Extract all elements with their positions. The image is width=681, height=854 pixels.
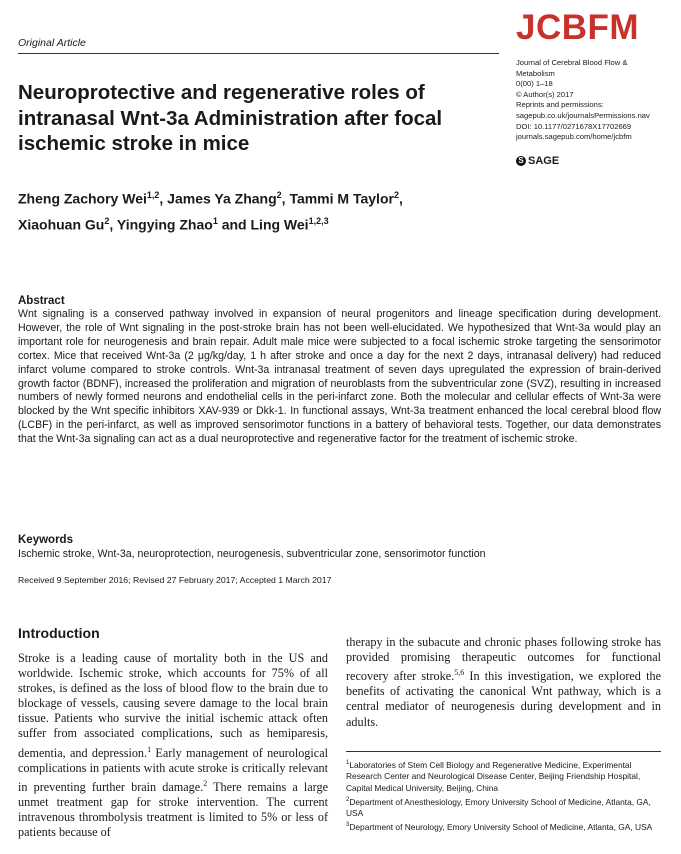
author-affiliation: 2 xyxy=(276,190,282,200)
author-name[interactable]: Ling Wei xyxy=(250,216,309,233)
affiliation-item xyxy=(346,795,661,820)
author-affiliation: 2 xyxy=(393,190,399,200)
keywords-heading: Keywords xyxy=(18,534,73,546)
article-title: Neuroprotective and regenerative roles of intranasal Wnt-3a Administration after focal ischemic stroke in mice xyxy=(18,81,443,155)
author-name[interactable]: Tammi M Taylor xyxy=(289,190,394,207)
author-affiliation: 2 xyxy=(104,215,110,226)
keywords-body: Ischemic stroke, Wnt-3a, neuroprotection, neurogenesis, subventricular zone, sensorimotor function xyxy=(18,548,486,560)
author-name[interactable]: Yingying Zhao xyxy=(116,216,213,233)
article-type: Original Article xyxy=(18,37,86,49)
introduction-heading: Introduction xyxy=(18,625,100,641)
intro-text: In this investigation, we explored the benefits of activating the canonical Wnt pathway, which is a central mediator of neurogenesis during development and in adults. xyxy=(346,669,662,729)
doi-link[interactable]: DOI: 10.1177/0271678X17702669 xyxy=(516,121,632,131)
author-name[interactable]: James Ya Zhang xyxy=(167,190,277,207)
sage-icon: S xyxy=(516,156,526,166)
journal-logo: JCBFM xyxy=(516,8,640,47)
sage-logo xyxy=(516,155,559,167)
footnote-rule xyxy=(346,751,661,752)
journal-info-line[interactable]: sagepub.co.uk/journalsPermissions.nav xyxy=(516,110,650,120)
journal-info-line: Reprints and permissions: xyxy=(516,100,604,110)
affiliation-item xyxy=(346,758,661,795)
journal-info-line: 0(00) 1–18 xyxy=(516,79,553,89)
history-dates: Received 9 September 2016; Revised 27 February 2017; Accepted 1 March 2017 xyxy=(18,575,332,585)
affiliation-item xyxy=(346,820,661,833)
author-separator: , xyxy=(109,216,117,233)
affiliation-number: 1 xyxy=(346,760,350,766)
author-separator: , xyxy=(159,190,168,207)
affiliation-text: Department of Neurology, Emory University School of Medicine, Atlanta, GA, USA xyxy=(349,821,653,832)
author-affiliation: 1,2 xyxy=(146,190,160,200)
author-list xyxy=(18,184,488,235)
journal-url[interactable]: journals.sagepub.com/home/jcbfm xyxy=(516,132,632,142)
header-rule xyxy=(18,53,499,54)
affiliations xyxy=(346,758,661,833)
author-name[interactable]: Xiaohuan Gu xyxy=(18,216,105,233)
citation-ref[interactable]: 2 xyxy=(203,778,208,788)
journal-info xyxy=(516,58,666,143)
author-affiliation: 1,2,3 xyxy=(308,215,329,226)
journal-info-line: Metabolism xyxy=(516,68,555,78)
intro-text: therapy in the subacute and chronic phases following stroke has provided promising therapeutic outcomes for functional recovery after stroke. xyxy=(346,635,661,684)
sage-name: SAGE xyxy=(528,155,560,167)
author-separator: , xyxy=(398,190,403,207)
journal-info-line: © Author(s) 2017 xyxy=(516,89,574,99)
affiliation-text: Laboratories of Stem Cell Biology and Regenerative Medicine, Experimental Research Center and Neurological Disease Center, Beijing Friendship Hospital, Capital Medical University, Beijing, China xyxy=(346,759,641,793)
citation-ref[interactable]: 1 xyxy=(147,744,152,754)
journal-info-line: Journal of Cerebral Blood Flow & xyxy=(516,58,628,67)
affiliation-number: 3 xyxy=(346,821,350,828)
author-separator: , xyxy=(281,190,290,207)
affiliation-number: 2 xyxy=(346,796,350,803)
intro-text: Early management of neurological complications in patients with acute stroke is critically relevant in preventing further brain damage. xyxy=(18,745,328,794)
abstract-heading: Abstract xyxy=(18,295,65,307)
author-affiliation: 1 xyxy=(212,215,218,226)
author-separator: and xyxy=(217,216,251,233)
intro-text: Stroke is a leading cause of mortality both in the US and worldwide. Ischemic stroke, which accounts for 75% of all strokes, is defined as the loss of blood flow to the brain due to blockage of vessels, causing severe damage to the local brain tissue. Patients who survive the initial ischemic attack often suffer from associated complications, such as hemiparesis, dementia, and depression. xyxy=(18,651,328,760)
citation-ref[interactable]: 5,6 xyxy=(454,668,465,678)
introduction-column-2 xyxy=(346,635,661,730)
intro-text: There remains a large unmet treatment gap for stroke intervention. The current intravenous thrombolysis treatment is limited to 5% or less of patients because of xyxy=(18,779,328,840)
affiliation-text: Department of Anesthesiology, Emory University School of Medicine, Atlanta, GA, USA xyxy=(346,796,651,818)
author-name[interactable]: Zheng Zachory Wei xyxy=(18,190,147,207)
introduction-column-1 xyxy=(18,651,328,840)
abstract-body: Wnt signaling is a conserved pathway involved in expansion of neural progenitors and lineage specification during development. However, the role of Wnt signaling in the post-stroke brain has not been well-elucidated. We hypothesized that Wnt-3a would play an important role for neurogenesis and brain repair. Adult male mice were subjected to a focal ischemic stroke targeting the sensorimotor cortex. Mice that received Wnt-3a (2 μg/kg/day, 1 h after stroke and once a day for the next 2 days, intranasal delivery) had reduced infarct volume compared to stroke controls. Wnt-3a intranasal treatment of seven days upregulated the expression of brain-derived growth factor (BDNF), increased the proliferation and migration of neuroblasts from the subventricular zone (SVZ), resulting in increased numbers of newly formed neurons and endothelial cells in the peri-infarct zone. Both the molecular and cellular effects of Wnt-3a were blocked by the Wnt specific inhibitors XAV-939 or Dkk-1. In functional assays, Wnt-3a treatment enhanced the local cerebral blood flow (LCBF) in the peri-infarct, as well as improved sensorimotor functions in a battery of behavioral tests. Together, our data demonstrates that the Wnt-3a signaling can act as a dual neuroprotective and regenerative factor for the treatment of ischemic stroke. xyxy=(18,308,661,446)
